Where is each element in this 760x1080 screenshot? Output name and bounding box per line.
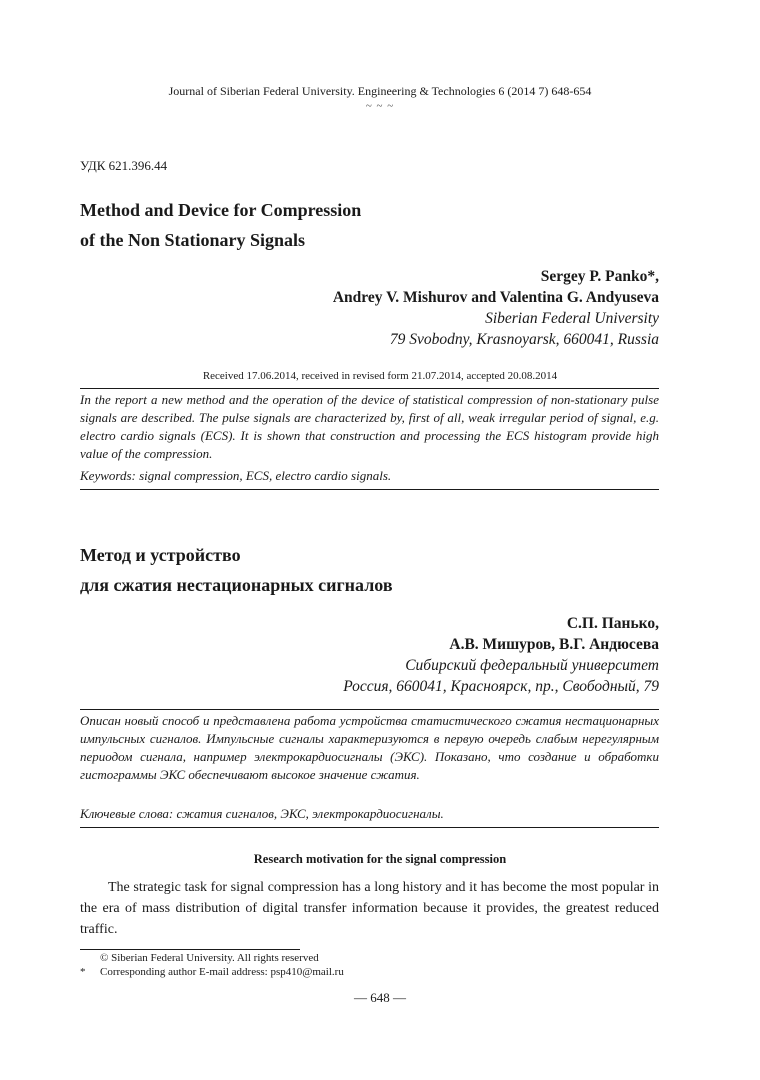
russian-author-line-1: С.П. Панько, — [566, 615, 659, 632]
section-heading: Research motivation for the signal compression — [253, 852, 507, 866]
english-title — [80, 195, 500, 255]
russian-title-line-1: Метод и устройство — [80, 545, 241, 565]
english-title-line-2: of the Non Stationary Signals — [80, 230, 306, 250]
english-author-line-1: Sergey P. Panko*, — [540, 268, 659, 285]
russian-abstract: Описан новый способ и представлена работа устройства статистического сжатия нестационарных импульсных сигналов. Импульсные сигналы характеризуются в первую очередь слабым нерегулярным периодом сигнала, например электрокардиосигналы (ЭКС). Показано, что создание и обработки гистограммы ЭКС обеспечивают высокое значение сжатия. — [80, 713, 659, 782]
russian-affiliation: Сибирский федеральный университет — [405, 657, 659, 674]
journal-header: Journal of Siberian Federal University. Engineering & Technologies 6 (2014 7) 648-654 — [168, 84, 592, 98]
russian-abstract-bottom-rule — [80, 827, 659, 828]
english-author-line-2: Andrey V. Mishurov and Valentina G. Andyuseva — [332, 289, 659, 306]
russian-abstract-top-rule — [80, 709, 659, 710]
russian-title-line-2: для сжатия нестационарных сигналов — [80, 575, 393, 595]
page-number: — 648 — — [354, 990, 406, 1005]
russian-keywords: Ключевые слова: сжатия сигналов, ЭКС, электрокардиосигналы. — [80, 806, 444, 821]
received-dates: Received 17.06.2014, received in revised form 21.07.2014, accepted 20.08.2014 — [202, 370, 558, 382]
udk-code: УДК 621.396.44 — [80, 158, 168, 173]
russian-address: Россия, 660041, Красноярск, пр., Свободный, 79 — [343, 678, 659, 695]
copyright-footnote: © Siberian Federal University. All rights reserved — [100, 952, 319, 964]
russian-authors-block — [99, 613, 659, 697]
abstract-bottom-rule — [80, 489, 659, 490]
body-paragraph: The strategic task for signal compression has a long history and it has become the most popular in the era of mass distribution of digital transfer information because it provides, the greatest reduced traffic. — [80, 880, 659, 937]
english-address: 79 Svobodny, Krasnoyarsk, 660041, Russia — [389, 331, 659, 348]
footnote-rule — [80, 949, 300, 950]
russian-author-line-2: А.В. Мишуров, В.Г. Андюсева — [449, 636, 659, 653]
russian-title — [80, 540, 500, 600]
header-ornament: ~ ~ ~ — [365, 100, 395, 112]
abstract-top-rule — [80, 388, 659, 389]
english-keywords: Keywords: signal compression, ECS, electro cardio signals. — [80, 468, 392, 483]
corresponding-author-footnote: Corresponding author E-mail address: psp410@mail.ru — [100, 966, 344, 978]
english-title-line-1: Method and Device for Compression — [80, 200, 362, 220]
english-authors-block — [99, 266, 659, 350]
english-affiliation: Siberian Federal University — [485, 310, 659, 327]
footnote-marker: * — [80, 966, 86, 978]
english-abstract: In the report a new method and the operation of the device of statistical compression of non-stationary pulse signals are described. The pulse signals are characterized by, first of all, weak irregular period of signal, e.g. electro cardio signals (ECS). It is shown that construction and processing the ECS histogram provide high value of the compression. — [80, 392, 659, 461]
